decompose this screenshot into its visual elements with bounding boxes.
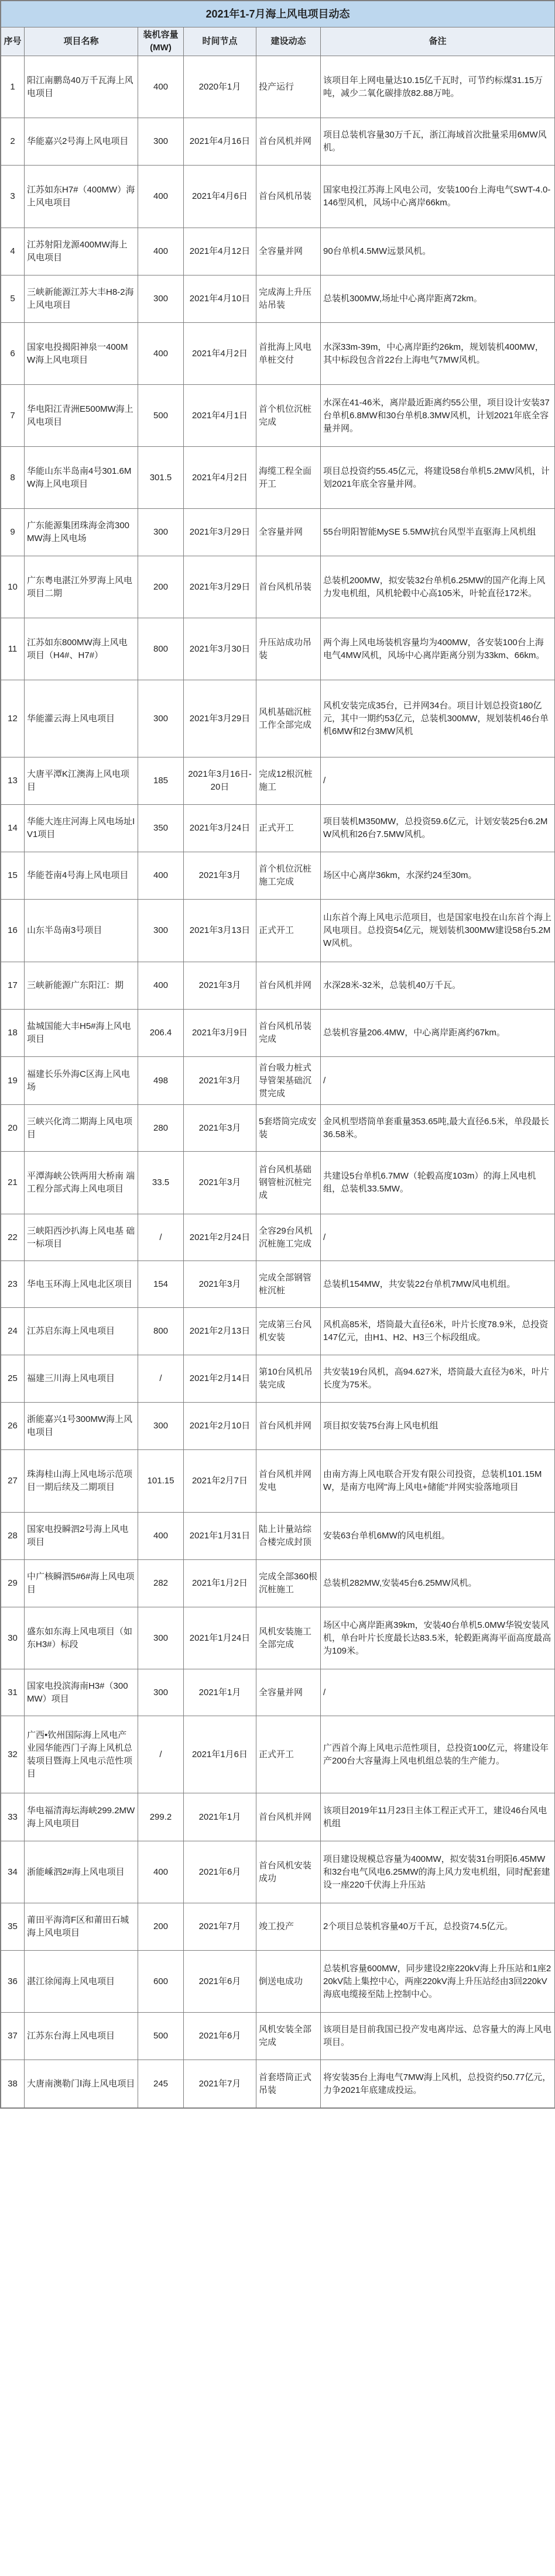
cell-capacity: 800 xyxy=(138,618,184,680)
cell-index: 34 xyxy=(1,1841,25,1903)
cell-capacity: 500 xyxy=(138,385,184,447)
cell-remarks: 将安装35台上海电气7MW海上风机，总投资约50.77亿元，力争2021年底建成投运。 xyxy=(321,2060,555,2108)
cell-time: 2021年4月2日 xyxy=(184,323,256,385)
cell-project-name: 华能嘉兴2号海上风电项目 xyxy=(25,118,138,166)
cell-index: 35 xyxy=(1,1903,25,1951)
cell-project-name: 华能大连庄河海上风电场址IV1项目 xyxy=(25,805,138,852)
cell-remarks: 总装机容量206.4MW，中心离岸距离约67km。 xyxy=(321,1010,555,1057)
cell-index: 22 xyxy=(1,1214,25,1261)
cell-capacity: 300 xyxy=(138,1669,184,1716)
cell-project-name: 福建三川海上风电项目 xyxy=(25,1355,138,1403)
cell-remarks: 共建设5台单机6.7MW（轮毂高度103m）的海上风电机组，总装机33.5MW。 xyxy=(321,1152,555,1214)
cell-status: 升压站成功吊装 xyxy=(256,618,321,680)
cell-time: 2021年1月24日 xyxy=(184,1607,256,1669)
cell-status: 全容量并网 xyxy=(256,509,321,556)
cell-project-name: 平潭海峡公铁两用大桥南 端工程分部式海上风电项目 xyxy=(25,1152,138,1214)
cell-status: 风机基础沉桩工作全部完成 xyxy=(256,680,321,757)
cell-status: 风机安装施工全部完成 xyxy=(256,1607,321,1669)
cell-project-name: 大唐南澳勒门Ⅰ海上风电项目 xyxy=(25,2060,138,2108)
cell-project-name: 华能山东半岛南4号301.6MW海上风电项目 xyxy=(25,447,138,509)
cell-project-name: 广东粤电湛江外罗海上风电项目二期 xyxy=(25,556,138,618)
cell-time: 2021年7月 xyxy=(184,2060,256,2108)
cell-index: 38 xyxy=(1,2060,25,2108)
cell-index: 32 xyxy=(1,1716,25,1793)
cell-remarks: 总装机300MW,场址中心离岸距离72km。 xyxy=(321,275,555,323)
cell-capacity: 300 xyxy=(138,900,184,962)
table-row xyxy=(1,1450,555,1513)
cell-capacity: 400 xyxy=(138,228,184,275)
table-row xyxy=(1,1951,555,2013)
cell-remarks: 项目建设规模总容量为400MW，拟安装31台明阳6.45MW和32台电气风电6.25MW的海上风力发电机组，同时配套建设一座220千伏海上升压站 xyxy=(321,1841,555,1903)
cell-time: 2021年4月1日 xyxy=(184,385,256,447)
cell-status: 首台风机吊装完成 xyxy=(256,1010,321,1057)
cell-capacity: 800 xyxy=(138,1308,184,1355)
table-row xyxy=(1,56,555,118)
cell-time: 2021年1月31日 xyxy=(184,1513,256,1560)
cell-status: 倒送电成功 xyxy=(256,1951,321,2013)
cell-capacity: 500 xyxy=(138,2013,184,2060)
cell-time: 2021年3月 xyxy=(184,1261,256,1308)
cell-remarks: 金风机型塔筒单套重量353.65吨,最大直径6.5米，单段最长36.58米。 xyxy=(321,1105,555,1152)
cell-project-name: 三峡阳西沙扒海上风电基 础一标项目 xyxy=(25,1214,138,1261)
cell-index: 2 xyxy=(1,118,25,166)
cell-index: 24 xyxy=(1,1308,25,1355)
cell-time: 2021年4月10日 xyxy=(184,275,256,323)
cell-capacity: 400 xyxy=(138,962,184,1010)
cell-project-name: 三峡新能源广东阳江：期 xyxy=(25,962,138,1010)
cell-time: 2021年2月7日 xyxy=(184,1450,256,1513)
cell-index: 14 xyxy=(1,805,25,852)
cell-project-name: 盛东如东海上风电项目（如东H3#）标段 xyxy=(25,1607,138,1669)
cell-time: 2021年3月29日 xyxy=(184,509,256,556)
cell-capacity: 245 xyxy=(138,2060,184,2108)
cell-capacity: 400 xyxy=(138,56,184,118)
table-row xyxy=(1,805,555,852)
cell-remarks: / xyxy=(321,1057,555,1105)
cell-capacity: 280 xyxy=(138,1105,184,1152)
cell-index: 27 xyxy=(1,1450,25,1513)
cell-project-name: 江苏如东H7#（400MW）海上风电项目 xyxy=(25,166,138,228)
cell-time: 2021年3月29日 xyxy=(184,556,256,618)
cell-time: 2021年1月 xyxy=(184,1669,256,1716)
cell-status: 完成全部钢管桩沉桩 xyxy=(256,1261,321,1308)
cell-status: 陆上计量站综合楼完成封顶 xyxy=(256,1513,321,1560)
cell-remarks: / xyxy=(321,1669,555,1716)
table-row xyxy=(1,900,555,962)
cell-remarks: 水深33m-39m，中心离岸距约26km，规划装机400MW，其中标段包含首22台上海电气7MW风机。 xyxy=(321,323,555,385)
cell-capacity: / xyxy=(138,1716,184,1793)
cell-status: 首台风机并网 xyxy=(256,1403,321,1450)
cell-status: 全容量并网 xyxy=(256,228,321,275)
cell-status: 投产运行 xyxy=(256,56,321,118)
cell-index: 4 xyxy=(1,228,25,275)
cell-project-name: 浙能嘉兴1号300MW海上风电项目 xyxy=(25,1403,138,1450)
cell-index: 1 xyxy=(1,56,25,118)
cell-project-name: 江苏东台海上风电项目 xyxy=(25,2013,138,2060)
table-row xyxy=(1,852,555,900)
table-row xyxy=(1,680,555,757)
cell-remarks: 该项目年上网电量达10.15亿千瓦时，可节约标煤31.15万吨，减少二氧化碳排放82.88万吨。 xyxy=(321,56,555,118)
table-row xyxy=(1,385,555,447)
table-row xyxy=(1,556,555,618)
cell-project-name: 盐城国能大丰H5#海上风电项目 xyxy=(25,1010,138,1057)
cell-status: 首批海上风电单桩交付 xyxy=(256,323,321,385)
cell-remarks: / xyxy=(321,757,555,805)
cell-time: 2021年2月24日 xyxy=(184,1214,256,1261)
cell-capacity: 301.5 xyxy=(138,447,184,509)
cell-status: 首套塔筒正式吊装 xyxy=(256,2060,321,2108)
table-row xyxy=(1,1841,555,1903)
cell-project-name: 华电玉环海上风电北区项目 xyxy=(25,1261,138,1308)
cell-status: 正式开工 xyxy=(256,1716,321,1793)
table-row xyxy=(1,1403,555,1450)
cell-index: 25 xyxy=(1,1355,25,1403)
cell-index: 33 xyxy=(1,1793,25,1841)
cell-project-name: 江苏启东海上风电项目 xyxy=(25,1308,138,1355)
cell-status: 正式开工 xyxy=(256,900,321,962)
cell-remarks: / xyxy=(321,1214,555,1261)
cell-status: 首台风机并网 xyxy=(256,962,321,1010)
cell-project-name: 三峡新能源江苏大丰H8-2海上风电项目 xyxy=(25,275,138,323)
table-row xyxy=(1,228,555,275)
table-row xyxy=(1,1355,555,1403)
cell-time: 2021年6月 xyxy=(184,2013,256,2060)
cell-time: 2021年3月30日 xyxy=(184,618,256,680)
cell-capacity: 400 xyxy=(138,1841,184,1903)
cell-capacity: 400 xyxy=(138,852,184,900)
cell-remarks: 水深在41-46米，离岸最近距离约55公里，项目设计安装37台单机6.8MW和30台单机8.3MW风机，计划2021年底全容量并网。 xyxy=(321,385,555,447)
cell-time: 2021年3月9日 xyxy=(184,1010,256,1057)
table-row xyxy=(1,1669,555,1716)
cell-status: 首台风机并网 xyxy=(256,118,321,166)
cell-time: 2021年3月16日-20日 xyxy=(184,757,256,805)
header-capacity: 装机容量(MW) xyxy=(138,27,184,56)
cell-project-name: 国家电投揭阳神泉一400MW海上风电项目 xyxy=(25,323,138,385)
cell-remarks: 项目拟安装75台海上风电机组 xyxy=(321,1403,555,1450)
cell-remarks: 安装63台单机6MW的风电机组。 xyxy=(321,1513,555,1560)
cell-remarks: 90台单机4.5MW远景风机。 xyxy=(321,228,555,275)
cell-remarks: 项目总投资约55.45亿元，将建设58台单机5.2MW风机，计划2021年底全容量并网。 xyxy=(321,447,555,509)
cell-status: 完成12根沉桩施工 xyxy=(256,757,321,805)
cell-project-name: 中广核瞬泗5#6#海上风电项目 xyxy=(25,1560,138,1607)
table-row xyxy=(1,618,555,680)
cell-time: 2021年4月12日 xyxy=(184,228,256,275)
table-row xyxy=(1,1105,555,1152)
cell-status: 首台吸力桩式导管架基础沉贯完成 xyxy=(256,1057,321,1105)
cell-remarks: 2个项目总装机容量40万千瓦，总投资74.5亿元。 xyxy=(321,1903,555,1951)
cell-time: 2021年6月 xyxy=(184,1841,256,1903)
table-row xyxy=(1,509,555,556)
cell-time: 2021年3月 xyxy=(184,1057,256,1105)
cell-index: 23 xyxy=(1,1261,25,1308)
table-row xyxy=(1,1716,555,1793)
cell-status: 正式开工 xyxy=(256,805,321,852)
cell-time: 2021年1月 xyxy=(184,1793,256,1841)
table-body xyxy=(1,56,555,2108)
cell-project-name: 阳江南鹏岛40万千瓦海上风电项目 xyxy=(25,56,138,118)
cell-index: 16 xyxy=(1,900,25,962)
cell-project-name: 国家电投瞬泗2号海上风电项目 xyxy=(25,1513,138,1560)
header-project-name: 项目名称 xyxy=(25,27,138,56)
cell-project-name: 广西•钦州国际海上风电产业园华能西门子海上风机总装项目暨海上风电示范性项目 xyxy=(25,1716,138,1793)
cell-time: 2021年3月 xyxy=(184,962,256,1010)
cell-index: 11 xyxy=(1,618,25,680)
cell-project-name: 广东能源集团珠海金湾300MW海上风电场 xyxy=(25,509,138,556)
cell-remarks: 水深28米-32米，总装机40万千瓦。 xyxy=(321,962,555,1010)
cell-capacity: 101.15 xyxy=(138,1450,184,1513)
table-row xyxy=(1,1308,555,1355)
table-row xyxy=(1,1513,555,1560)
cell-capacity: 185 xyxy=(138,757,184,805)
table-row xyxy=(1,1152,555,1214)
cell-status: 风机安装全部完成 xyxy=(256,2013,321,2060)
header-remarks: 备注 xyxy=(321,27,555,56)
cell-remarks: 场区中心离岸距离39km，安装40台单机5.0MW华锐安装风机，单台叶片长度最长达83.5米，轮毂距离海平面高度最高为109米。 xyxy=(321,1607,555,1669)
cell-remarks: 总装机容量600MW，同步建设2座220kV海上升压站和1座220kV陆上集控中心，两座220kV海上升压站经由3回220kV海底电缆接至陆上控制中心。 xyxy=(321,1951,555,2013)
cell-time: 2021年3月29日 xyxy=(184,680,256,757)
table-row xyxy=(1,2060,555,2108)
cell-index: 17 xyxy=(1,962,25,1010)
cell-index: 19 xyxy=(1,1057,25,1105)
cell-time: 2021年1月6日 xyxy=(184,1716,256,1793)
cell-project-name: 浙能嵊泗2#海上风电项目 xyxy=(25,1841,138,1903)
cell-index: 3 xyxy=(1,166,25,228)
cell-project-name: 湛江徐闻海上风电项目 xyxy=(25,1951,138,2013)
cell-index: 5 xyxy=(1,275,25,323)
cell-project-name: 珠海桂山海上风电场示范项目一期后续及二期项目 xyxy=(25,1450,138,1513)
cell-capacity: 154 xyxy=(138,1261,184,1308)
cell-status: 第10台风机吊装完成 xyxy=(256,1355,321,1403)
cell-project-name: 山东半岛南3号项目 xyxy=(25,900,138,962)
table-row xyxy=(1,166,555,228)
cell-capacity: / xyxy=(138,1214,184,1261)
cell-capacity: 300 xyxy=(138,118,184,166)
table-row xyxy=(1,1010,555,1057)
cell-time: 2021年2月10日 xyxy=(184,1403,256,1450)
cell-capacity: 33.5 xyxy=(138,1152,184,1214)
header-status: 建设动态 xyxy=(256,27,321,56)
cell-index: 28 xyxy=(1,1513,25,1560)
cell-project-name: 华能灌云海上风电项目 xyxy=(25,680,138,757)
cell-capacity: 300 xyxy=(138,680,184,757)
table-row xyxy=(1,118,555,166)
cell-index: 7 xyxy=(1,385,25,447)
cell-status: 5套塔筒完成安装 xyxy=(256,1105,321,1152)
cell-project-name: 江苏射阳龙源400MW海上风电项目 xyxy=(25,228,138,275)
table-row xyxy=(1,1214,555,1261)
table-row xyxy=(1,1793,555,1841)
cell-status: 首台风机并网 xyxy=(256,1793,321,1841)
cell-time: 2021年1月2日 xyxy=(184,1560,256,1607)
table-row xyxy=(1,962,555,1010)
cell-capacity: / xyxy=(138,1355,184,1403)
cell-time: 2021年3月 xyxy=(184,852,256,900)
cell-capacity: 200 xyxy=(138,1903,184,1951)
cell-index: 18 xyxy=(1,1010,25,1057)
cell-remarks: 广西首个海上风电示范性项目，总投资100亿元，将建设年产200台大容量海上风电机组总装的生产能力。 xyxy=(321,1716,555,1793)
header-time: 时间节点 xyxy=(184,27,256,56)
cell-status: 首个机位沉桩完成 xyxy=(256,385,321,447)
cell-remarks: 该项目是目前我国已投产发电离岸远、总容量大的海上风电项目。 xyxy=(321,2013,555,2060)
table-row xyxy=(1,757,555,805)
cell-capacity: 206.4 xyxy=(138,1010,184,1057)
cell-status: 完成海上升压站吊装 xyxy=(256,275,321,323)
cell-index: 21 xyxy=(1,1152,25,1214)
cell-remarks: 该项目2019年11月23日主体工程正式开工，建设46台风电机组 xyxy=(321,1793,555,1841)
cell-time: 2021年4月6日 xyxy=(184,166,256,228)
cell-status: 首台风机安装成功 xyxy=(256,1841,321,1903)
cell-capacity: 300 xyxy=(138,509,184,556)
cell-capacity: 300 xyxy=(138,1607,184,1669)
cell-status: 完成全部360根沉桩施工 xyxy=(256,1560,321,1607)
cell-status: 完成第三台风机安装 xyxy=(256,1308,321,1355)
cell-remarks: 风机安装完成35台，已并网34台。项目计划总投资180亿元，其中一期约53亿元，总装机300MW，规划装机46台单机6MW和2台3MW风机 xyxy=(321,680,555,757)
cell-time: 2021年2月14日 xyxy=(184,1355,256,1403)
cell-capacity: 299.2 xyxy=(138,1793,184,1841)
cell-project-name: 大唐平潭K江澳海上风电项目 xyxy=(25,757,138,805)
cell-index: 31 xyxy=(1,1669,25,1716)
cell-time: 2021年2月13日 xyxy=(184,1308,256,1355)
cell-status: 全容29台风机沉桩施工完成 xyxy=(256,1214,321,1261)
cell-remarks: 风机高85米，塔筒最大直径6米，叶片长度78.9米，总投资147亿元，由H1、H2、H3三个标段组成。 xyxy=(321,1308,555,1355)
cell-capacity: 400 xyxy=(138,323,184,385)
cell-project-name: 华能苍南4号海上风电项目 xyxy=(25,852,138,900)
cell-status: 竣工投产 xyxy=(256,1903,321,1951)
cell-remarks: 总装机154MW，共安装22台单机7MW风电机组。 xyxy=(321,1261,555,1308)
cell-remarks: 场区中心离岸36km，水深约24至30m。 xyxy=(321,852,555,900)
project-table xyxy=(1,1,555,2108)
cell-time: 2021年3月 xyxy=(184,1105,256,1152)
cell-remarks: 由南方海上风电联合开发有限公司投资，总装机101.15MW，是南方电网"海上风电+储能"并网实验落地项目 xyxy=(321,1450,555,1513)
table-title: 2021年1-7月海上风电项目动态 xyxy=(1,1,555,27)
cell-remarks: 总装机200MW，拟安装32台单机6.25MW的国产化海上风力发电机组，风机轮毂中心高105米，叶轮直径172米。 xyxy=(321,556,555,618)
table-row xyxy=(1,447,555,509)
cell-status: 首台风机吊装 xyxy=(256,166,321,228)
cell-capacity: 300 xyxy=(138,1403,184,1450)
table-row xyxy=(1,2013,555,2060)
cell-index: 13 xyxy=(1,757,25,805)
cell-capacity: 350 xyxy=(138,805,184,852)
cell-time: 2021年7月 xyxy=(184,1903,256,1951)
cell-index: 36 xyxy=(1,1951,25,2013)
cell-capacity: 600 xyxy=(138,1951,184,2013)
cell-index: 10 xyxy=(1,556,25,618)
cell-remarks: 总装机282MW,安装45台6.25MW风机。 xyxy=(321,1560,555,1607)
cell-time: 2021年3月 xyxy=(184,1152,256,1214)
cell-remarks: 共安装19台风机，高94.627米，塔筒最大直径为6米，叶片长度为75米。 xyxy=(321,1355,555,1403)
cell-capacity: 200 xyxy=(138,556,184,618)
cell-project-name: 华电阳江青洲E500MW海上风电项目 xyxy=(25,385,138,447)
cell-index: 12 xyxy=(1,680,25,757)
cell-time: 2021年4月16日 xyxy=(184,118,256,166)
cell-status: 首个机位沉桩施工完成 xyxy=(256,852,321,900)
cell-status: 首台风机基础钢管桩沉桩完成 xyxy=(256,1152,321,1214)
cell-project-name: 三峡兴化湾二期海上风电项目 xyxy=(25,1105,138,1152)
header-index: 序号 xyxy=(1,27,25,56)
cell-index: 20 xyxy=(1,1105,25,1152)
cell-index: 30 xyxy=(1,1607,25,1669)
cell-status: 首台风机吊装 xyxy=(256,556,321,618)
cell-index: 9 xyxy=(1,509,25,556)
cell-capacity: 498 xyxy=(138,1057,184,1105)
cell-project-name: 江苏如东800MW海上风电项目（H4#、H7#） xyxy=(25,618,138,680)
table-row xyxy=(1,1261,555,1308)
cell-remarks: 55台明阳智能MySE 5.5MW抗台风型半直驱海上风机组 xyxy=(321,509,555,556)
cell-remarks: 项目装机M350MW，总投资59.6亿元，计划安装25台6.2MW风机和26台7.5MW风机。 xyxy=(321,805,555,852)
cell-remarks: 国家电投江苏海上风电公司，安装100台上海电气SWT-4.0-146型风机，风场中心离岸66km。 xyxy=(321,166,555,228)
cell-time: 2021年3月24日 xyxy=(184,805,256,852)
table-row xyxy=(1,323,555,385)
table-row xyxy=(1,1903,555,1951)
cell-status: 首台风机并网发电 xyxy=(256,1450,321,1513)
cell-time: 2020年1月 xyxy=(184,56,256,118)
table-row xyxy=(1,1607,555,1669)
cell-index: 26 xyxy=(1,1403,25,1450)
table-row xyxy=(1,1560,555,1607)
cell-project-name: 国家电投滨海南H3#（300MW）项目 xyxy=(25,1669,138,1716)
cell-index: 29 xyxy=(1,1560,25,1607)
table-row xyxy=(1,1057,555,1105)
cell-project-name: 福建长乐外海C区海上风电场 xyxy=(25,1057,138,1105)
cell-remarks: 山东首个海上风电示范项目，也是国家电投在山东首个海上风电项目。总投资54亿元，规划装机300MW建设58台5.2MW风机。 xyxy=(321,900,555,962)
cell-status: 海缆工程全面开工 xyxy=(256,447,321,509)
cell-index: 6 xyxy=(1,323,25,385)
cell-remarks: 两个海上风电场装机容量均为400MW，各安装100台上海电气4MW风机，风场中心离岸距离分别为33km、66km。 xyxy=(321,618,555,680)
cell-capacity: 400 xyxy=(138,1513,184,1560)
cell-capacity: 300 xyxy=(138,275,184,323)
cell-capacity: 400 xyxy=(138,166,184,228)
cell-time: 2021年3月13日 xyxy=(184,900,256,962)
cell-index: 8 xyxy=(1,447,25,509)
cell-index: 15 xyxy=(1,852,25,900)
cell-status: 全容量并网 xyxy=(256,1669,321,1716)
cell-time: 2021年6月 xyxy=(184,1951,256,2013)
cell-project-name: 华电福清海坛海峡299.2MW海上风电项目 xyxy=(25,1793,138,1841)
cell-remarks: 项目总装机容量30万千瓦，浙江海域首次批量采用6MW风机。 xyxy=(321,118,555,166)
cell-project-name: 莆田平海湾F区和莆田石城海上风电项目 xyxy=(25,1903,138,1951)
cell-index: 37 xyxy=(1,2013,25,2060)
cell-capacity: 282 xyxy=(138,1560,184,1607)
table-row xyxy=(1,275,555,323)
cell-time: 2021年4月2日 xyxy=(184,447,256,509)
